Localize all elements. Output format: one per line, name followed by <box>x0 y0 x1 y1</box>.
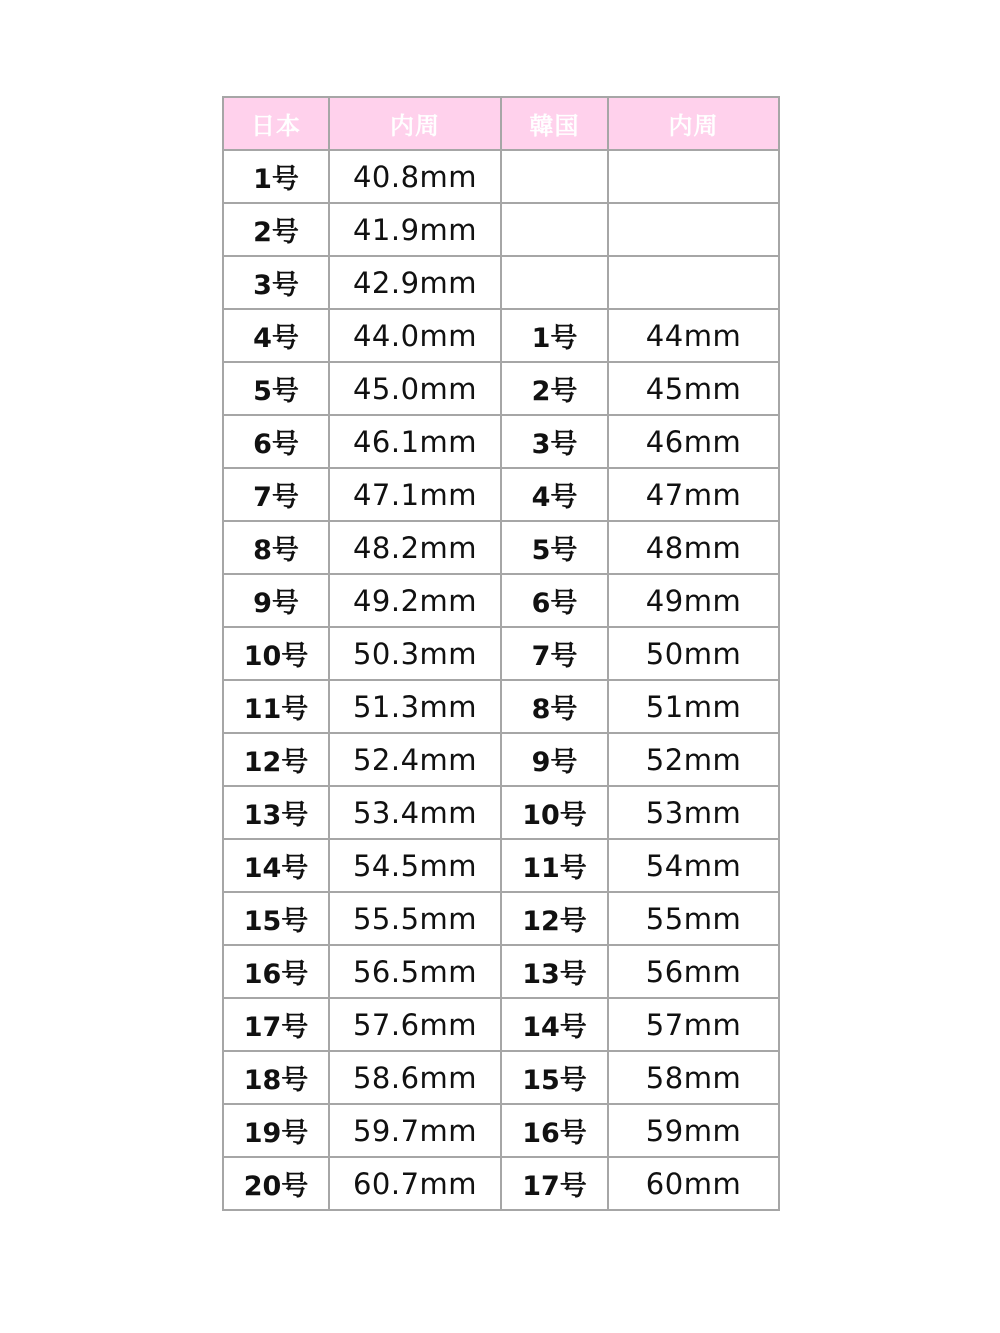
korea-inner-circumference-cell: 56mm <box>608 945 779 998</box>
table-row <box>223 415 779 468</box>
table-row <box>223 203 779 256</box>
header-japan-inner-circumference: 内周 <box>329 97 501 150</box>
table-body <box>223 150 779 1210</box>
japan-inner-circumference-cell: 57.6mm <box>329 998 501 1051</box>
table-row <box>223 998 779 1051</box>
korea-inner-circumference-cell: 46mm <box>608 415 779 468</box>
korea-inner-circumference-cell: 58mm <box>608 1051 779 1104</box>
japan-inner-circumference-cell: 49.2mm <box>329 574 501 627</box>
table-row <box>223 839 779 892</box>
header-korea: 韓国 <box>501 97 608 150</box>
korea-inner-circumference-cell: 51mm <box>608 680 779 733</box>
table-row <box>223 1104 779 1157</box>
korea-inner-circumference-cell: 60mm <box>608 1157 779 1210</box>
korea-inner-circumference-cell: 47mm <box>608 468 779 521</box>
japan-inner-circumference-cell: 46.1mm <box>329 415 501 468</box>
korea-size-cell: 15号 <box>501 1051 608 1104</box>
table-row <box>223 733 779 786</box>
korea-inner-circumference-cell: 53mm <box>608 786 779 839</box>
table-row <box>223 256 779 309</box>
korea-size-cell <box>501 203 608 256</box>
korea-size-cell <box>501 150 608 203</box>
korea-inner-circumference-cell <box>608 203 779 256</box>
japan-inner-circumference-cell: 41.9mm <box>329 203 501 256</box>
table-row <box>223 309 779 362</box>
korea-size-cell: 3号 <box>501 415 608 468</box>
korea-size-cell: 5号 <box>501 521 608 574</box>
japan-inner-circumference-cell: 59.7mm <box>329 1104 501 1157</box>
japan-size-cell: 12号 <box>223 733 329 786</box>
table-row <box>223 945 779 998</box>
korea-size-cell: 12号 <box>501 892 608 945</box>
japan-size-cell: 7号 <box>223 468 329 521</box>
korea-size-cell <box>501 256 608 309</box>
table-row <box>223 468 779 521</box>
japan-inner-circumference-cell: 42.9mm <box>329 256 501 309</box>
korea-size-cell: 14号 <box>501 998 608 1051</box>
table-row <box>223 680 779 733</box>
table-row <box>223 1051 779 1104</box>
japan-size-cell: 9号 <box>223 574 329 627</box>
japan-size-cell: 1号 <box>223 150 329 203</box>
japan-size-cell: 2号 <box>223 203 329 256</box>
korea-size-cell: 7号 <box>501 627 608 680</box>
table-row <box>223 627 779 680</box>
table-row <box>223 362 779 415</box>
japan-size-cell: 6号 <box>223 415 329 468</box>
korea-size-cell: 1号 <box>501 309 608 362</box>
korea-inner-circumference-cell: 55mm <box>608 892 779 945</box>
korea-inner-circumference-cell: 57mm <box>608 998 779 1051</box>
japan-inner-circumference-cell: 60.7mm <box>329 1157 501 1210</box>
japan-inner-circumference-cell: 58.6mm <box>329 1051 501 1104</box>
korea-inner-circumference-cell: 52mm <box>608 733 779 786</box>
ring-size-table <box>222 96 780 1211</box>
korea-inner-circumference-cell <box>608 256 779 309</box>
japan-size-cell: 5号 <box>223 362 329 415</box>
japan-inner-circumference-cell: 44.0mm <box>329 309 501 362</box>
table-row <box>223 892 779 945</box>
korea-inner-circumference-cell: 45mm <box>608 362 779 415</box>
japan-inner-circumference-cell: 40.8mm <box>329 150 501 203</box>
japan-inner-circumference-cell: 54.5mm <box>329 839 501 892</box>
table-row <box>223 150 779 203</box>
table-row <box>223 1157 779 1210</box>
japan-size-cell: 17号 <box>223 998 329 1051</box>
japan-inner-circumference-cell: 51.3mm <box>329 680 501 733</box>
header-korea-inner-circumference: 内周 <box>608 97 779 150</box>
korea-inner-circumference-cell: 49mm <box>608 574 779 627</box>
japan-inner-circumference-cell: 45.0mm <box>329 362 501 415</box>
korea-inner-circumference-cell <box>608 150 779 203</box>
korea-size-cell: 17号 <box>501 1157 608 1210</box>
table-row <box>223 521 779 574</box>
korea-size-cell: 13号 <box>501 945 608 998</box>
japan-size-cell: 11号 <box>223 680 329 733</box>
korea-size-cell: 9号 <box>501 733 608 786</box>
japan-inner-circumference-cell: 48.2mm <box>329 521 501 574</box>
korea-size-cell: 10号 <box>501 786 608 839</box>
japan-size-cell: 20号 <box>223 1157 329 1210</box>
table-row <box>223 786 779 839</box>
japan-inner-circumference-cell: 53.4mm <box>329 786 501 839</box>
japan-size-cell: 19号 <box>223 1104 329 1157</box>
table-row <box>223 574 779 627</box>
korea-inner-circumference-cell: 48mm <box>608 521 779 574</box>
header-japan: 日本 <box>223 97 329 150</box>
japan-size-cell: 8号 <box>223 521 329 574</box>
korea-inner-circumference-cell: 50mm <box>608 627 779 680</box>
korea-size-cell: 4号 <box>501 468 608 521</box>
korea-inner-circumference-cell: 44mm <box>608 309 779 362</box>
korea-size-cell: 11号 <box>501 839 608 892</box>
table-header-row <box>223 97 779 150</box>
japan-inner-circumference-cell: 55.5mm <box>329 892 501 945</box>
japan-size-cell: 16号 <box>223 945 329 998</box>
japan-inner-circumference-cell: 52.4mm <box>329 733 501 786</box>
korea-size-cell: 2号 <box>501 362 608 415</box>
japan-size-cell: 18号 <box>223 1051 329 1104</box>
korea-size-cell: 6号 <box>501 574 608 627</box>
japan-size-cell: 3号 <box>223 256 329 309</box>
japan-size-cell: 4号 <box>223 309 329 362</box>
japan-size-cell: 14号 <box>223 839 329 892</box>
japan-size-cell: 13号 <box>223 786 329 839</box>
japan-size-cell: 15号 <box>223 892 329 945</box>
japan-size-cell: 10号 <box>223 627 329 680</box>
korea-size-cell: 16号 <box>501 1104 608 1157</box>
korea-inner-circumference-cell: 54mm <box>608 839 779 892</box>
korea-inner-circumference-cell: 59mm <box>608 1104 779 1157</box>
japan-inner-circumference-cell: 50.3mm <box>329 627 501 680</box>
japan-inner-circumference-cell: 56.5mm <box>329 945 501 998</box>
korea-size-cell: 8号 <box>501 680 608 733</box>
japan-inner-circumference-cell: 47.1mm <box>329 468 501 521</box>
